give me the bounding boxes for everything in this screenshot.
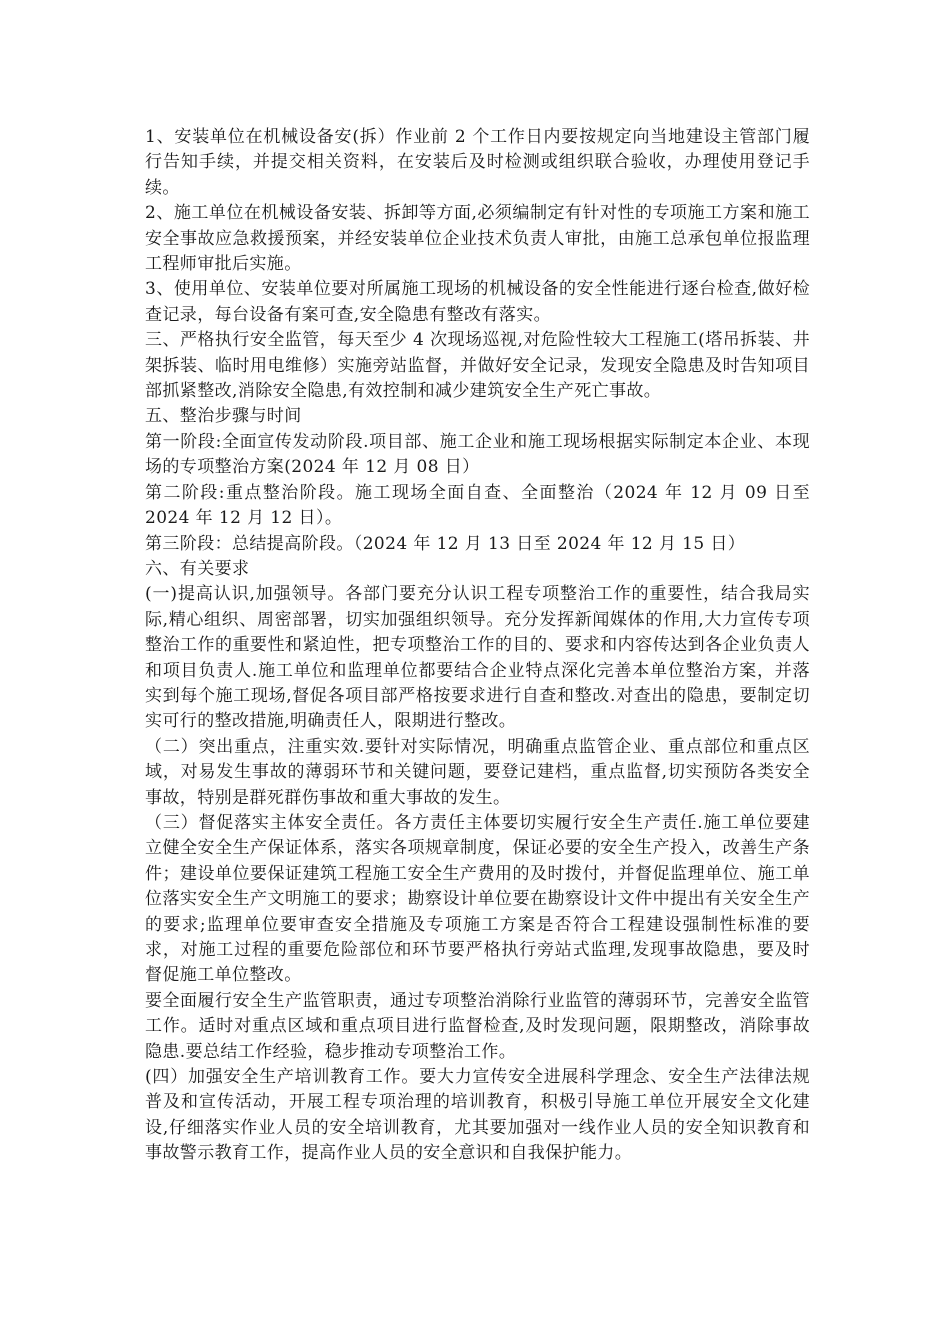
section-heading-5-steps-and-time: 五、整治步骤与时间 (145, 406, 302, 427)
paragraph-item-1-installation-notice: 1、安装单位在机械设备安(拆）作业前 2 个工作日内要按规定向当地建设主管部门履行告知手续，并提交相关资料，在安装后及时检测或组织联合验收，办理使用登记手续。 (145, 127, 810, 198)
document-body (145, 125, 816, 1167)
paragraph-item-2-construction-plan: 2、施工单位在机械设备安装、拆卸等方面,必须编制定有针对性的专项施工方案和施工安全事故应急救援预案，并经安装单位企业技术负责人审批，由施工总承包单位报监理工程师审批后实施。 (145, 203, 810, 275)
paragraph-requirement-1: (一)提高认识,加强领导。各部门要充分认识工程专项整治工作的重要性，结合我局实际,精心组织、周密部署，切实加强组织领导。充分发挥新闻媒体的作用,大力宣传专项整治工作的重要性和紧迫性，把专项整治工作的目的、要求和内容传达到各企业负责人和项目负责人.施工单位和监理单位都要结合企业特点深化完善本单位整治方案，并落实到每个施工现场,督促各项目部严格按要求进行自查和整改.对查出的隐患，要制定切实可行的整改措施,明确责任人，限期进行整改。 (145, 584, 810, 732)
paragraph-stage-3: 第三阶段：总结提高阶段。（2024 年 12 月 13 日至 2024 年 12 月 15 日） (145, 533, 746, 554)
paragraph-stage-1: 第一阶段:全面宣传发动阶段.项目部、施工企业和施工现场根据实际制定本企业、本现场的专项整治方案(2024 年 12 月 08 日） (145, 431, 810, 478)
paragraph-section-3-safety-supervision: 三、严格执行安全监管，每天至少 4 次现场巡视,对危险性较大工程施工(塔吊拆装、井架拆装、临时用电维修）实施旁站监督，并做好安全记录，发现安全隐患及时告知项目部抓紧整改,消除安全隐患,有效控制和减少建筑安全生产死亡事故。 (145, 330, 810, 402)
paragraph-requirement-3-continued: 要全面履行安全生产监管职责，通过专项整治消除行业监管的薄弱环节，完善安全监管工作。适时对重点区域和重点项目进行监督检查,及时发现问题，限期整改，消除事故隐患.要总结工作经验，稳步推动专项整治工作。 (145, 990, 810, 1062)
section-heading-6-requirements: 六、有关要求 (145, 558, 250, 579)
paragraph-item-3-equipment-inspection: 3、使用单位、安装单位要对所属施工现场的机械设备的安全性能进行逐台检查,做好检查记录，每台设备有案可查,安全隐患有整改有落实。 (145, 279, 810, 325)
paragraph-requirement-3: （三）督促落实主体安全责任。各方责任主体要切实履行安全生产责任.施工单位要建立健全安全生产保证体系，落实各项规章制度，保证必要的安全生产投入，改善生产条件；建设单位要保证建筑工程施工安全生产费用的及时拨付，并督促监理单位、施工单位落实安全生产文明施工的要求；勘察设计单位要在勘察设计文件中提出有关安全生产的要求;监理单位要审查安全措施及专项施工方案是否符合工程建设强制性标准的要求，对施工过程的重要危险部位和环节要严格执行旁站式监理,发现事故隐患，要及时督促施工单位整改。 (145, 812, 810, 986)
paragraph-requirement-2: （二）突出重点，注重实效.要针对实际情况，明确重点监管企业、重点部位和重点区域，对易发生事故的薄弱环节和关键问题，要登记建档，重点监督,切实预防各类安全事故，特别是群死群伤事故和重大事故的发生。 (145, 736, 810, 808)
paragraph-stage-2: 第二阶段:重点整治阶段。施工现场全面自查、全面整治（2024 年 12 月 09 日至 2024 年 12 月 12 日）。 (145, 482, 816, 529)
paragraph-requirement-4: (四）加强安全生产培训教育工作。要大力宣传安全进展科学理念、安全生产法律法规普及和宣传活动，开展工程专项治理的培训教育，积极引导施工单位开展安全文化建设,仔细落实作业人员的安全培训教育，尤其要加强对一线作业人员的安全知识教育和事故警示教育工作，提高作业人员的安全意识和自我保护能力。 (145, 1067, 810, 1164)
